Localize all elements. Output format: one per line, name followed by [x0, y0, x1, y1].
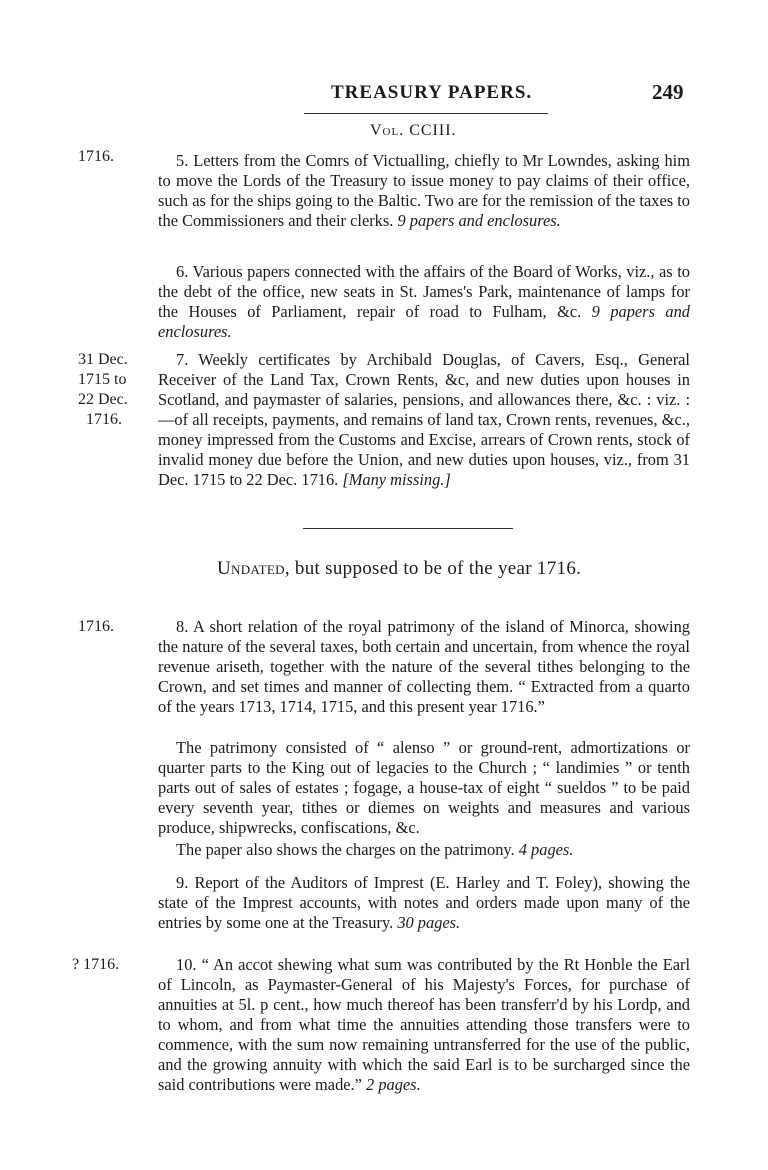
margin-date-line: 1716. — [86, 411, 122, 428]
entry-7 — [158, 350, 690, 490]
entry-10-text: 10. “ An accot shewing what sum was contributed by the Rt Honble the Earl of Lincoln, as Paymaster-General of his Majesty's Forces, for purchase of annuities at 5l. p cent., how much thereof has been transferr'd by his Lordp, and to whom, and from what time the annuities attending those transfers were to commence, with the sum now remaining untransferred for the use of the public, and the growing annuity with which the said Earl is to be surcharged since the said contributions were made.” — [158, 955, 690, 1094]
entry-6-note: 9 papers and enclosures. — [158, 302, 690, 341]
margin-date-line: 22 Dec. — [78, 391, 128, 408]
margin-date-line: 31 Dec. — [78, 351, 128, 368]
margin-date-line: 1715 to — [78, 371, 127, 388]
entry-8-paragraph-3 — [158, 840, 690, 860]
entry-5 — [158, 151, 690, 231]
entry-9-note: 30 pages. — [397, 913, 461, 932]
entry-10-note: 2 pages. — [366, 1075, 421, 1094]
margin-date-uncertain: ? 1716. — [72, 956, 120, 973]
entry-8 — [158, 617, 690, 717]
section-heading-undated: Undated, — [217, 558, 290, 579]
entry-6-text: 6. Various papers connected with the affairs of the Board of Works, viz., as to the debt of the office, new seats in St. James's Park, maintenance of lamps for the Houses of Parliament, repair of road to Fulham, &c. — [158, 262, 690, 321]
entry-7-note: [Many missing.] — [342, 470, 451, 489]
section-heading — [217, 558, 581, 580]
running-head — [0, 82, 768, 110]
entry-8-paragraph-2: The patrimony consisted of “ alenso ” or ground-rent, admortizations or quarter parts to the King out of legacies to the Church ; “ landimies ” or tenth parts out of sales of estates ; fogage, a house-tax of eight “ sueldos ” to be paid every seventh year, tithes or diemes on weights and measures and various produce, shipwrecks, confiscations, &c. — [158, 738, 690, 837]
entry-8-p3-text: The paper also shows the charges on the patrimony. — [176, 840, 515, 859]
entry-9-text: 9. Report of the Auditors of Imprest (E. Harley and T. Foley), showing the state of the Imprest accounts, with notes and orders made upon many of the entries by some one at the Treasury. — [158, 873, 690, 932]
running-title: TREASURY PAPERS. — [331, 82, 533, 103]
page-number: 249 — [652, 80, 684, 104]
entry-8-text: 8. A short relation of the royal patrimony of the island of Minorca, showing the nature of the several taxes, both certain and uncertain, from whence the royal revenue ariseth, together with the nature of the several tithes belonging to the Crown, and set times and manner of collecting them. “ Extracted from a quarto of the years 1713, 1714, 1715, and this present year 1716.” — [158, 617, 690, 716]
margin-date-1716: 1716. — [78, 148, 114, 165]
entry-10 — [158, 955, 690, 1095]
section-heading-rest: but supposed to be of the year 1716. — [289, 558, 582, 579]
entry-6 — [158, 262, 690, 342]
volume-heading: Vol. CCIII. — [370, 122, 457, 139]
entry-5-note: 9 papers and enclosures. — [397, 211, 561, 230]
entry-5-text: 5. Letters from the Comrs of Victualling, chiefly to Mr Lowndes, asking him to move the Lords of the Treasury to issue money to pay claims of their office, such as for the ships going to the Baltic. Two are for the remission of the taxes to the Commissioners and their clerks. — [158, 151, 690, 230]
entry-8-note: 4 pages. — [518, 840, 574, 859]
header-rule — [304, 113, 548, 114]
margin-date-range — [78, 350, 154, 430]
margin-date-1716-b: 1716. — [78, 618, 114, 635]
entry-7-text: 7. Weekly certificates by Archibald Douglas, of Cavers, Esq., General Receiver of the Land Tax, Crown Rents, &c, and new duties upon houses in Scotland, and paymaster of salaries, pensions, and allowances there, &c. : viz. :—of all receipts, payments, and remains of land tax, Crown rents, revenues, &c., money impressed from the Customs and Excise, arrears of Crown rents, stock of invalid money due before the Union, and new duties upon houses, viz., from 31 Dec. 1715 to 22 Dec. 1716. — [158, 350, 690, 489]
entry-9 — [158, 873, 690, 933]
section-rule — [303, 528, 513, 529]
